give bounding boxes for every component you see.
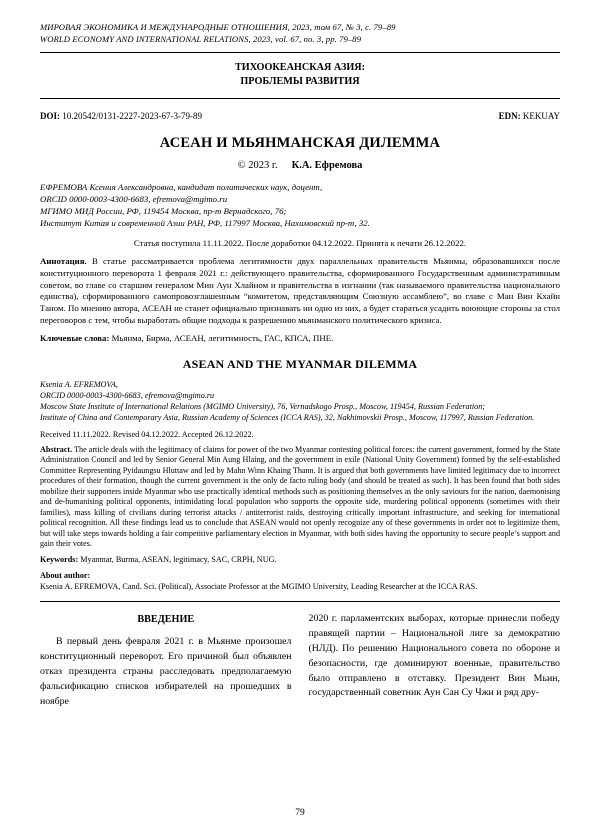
keywords-ru bbox=[40, 333, 560, 343]
abstract-ru bbox=[40, 256, 560, 326]
body-column-left bbox=[40, 612, 292, 710]
author-en-affiliation-1: Moscow State Institute of International Relations (MGIMO University), 76, Vernadskogo Prosp., Moscow, 119454, Russian Federation; bbox=[40, 402, 486, 412]
body-paragraph-right: 2020 г. парламентских выборах, которые принесли победу правящей партии – Национальной лиге за демократию (НЛД). По решению Национального совета по обороне и безопасности, где доминируют военные, правительство было отправлено в отставку. Президент Вин Мьин, государственный советник Аун Сан Су Чжи и ряд дру- bbox=[308, 613, 560, 699]
abstract-en bbox=[40, 445, 560, 550]
article-title-ru: АСЕАН И МЬЯНМАНСКАЯ ДИЛЕММА bbox=[159, 134, 441, 151]
edn-label: EDN: bbox=[498, 110, 521, 121]
article-body-columns bbox=[40, 612, 560, 710]
about-author bbox=[40, 571, 560, 592]
author-ru-affiliation-2: Институт Китая и современной Азии РАН, РФ, 117997 Москва, Нахимовский пр-т, 32. bbox=[40, 218, 370, 229]
author-en-orcid: ORCID 0000-0003-4300-6683, efremova@mgimo.ru bbox=[40, 391, 215, 401]
body-paragraph-left: В первый день февраля 2021 г. в Мьянме произошел конституционный переворот. Его причиной был объявлен отказ президента страны расследовать предполагаемую фальсификацию списков избирателей на прошедших в ноябре bbox=[40, 636, 292, 707]
author-en-affiliation-2: Institute of China and Contemporary Asia, Russian Academy of Sciences (ICCA RAS), 32, Nakhimovskii Prosp., Moscow, 117997, Russian Federation. bbox=[40, 412, 535, 422]
edn-line bbox=[499, 111, 560, 121]
keywords-en-text: Myanmar, Burma, ASEAN, legitimacy, SAC, CRPH, NUG. bbox=[80, 554, 277, 564]
body-divider bbox=[40, 601, 560, 602]
keywords-ru-text: Мьянма, Бирма, АСЕАН, легитимность, ГАС, КПСА, ПНЕ. bbox=[111, 333, 334, 344]
abstract-en-text: The article deals with the legitimacy of claims for power of the two Myanmar contesting political forces: the current government, formed by the State Administration Council and led by Senior General Min Aung Hlaing, and the government in exile (National Unity Government) formed by the self-established Committee Representing Pyidaungsu Hluttaw and led by Mahn Winn Khaing Thann. It is argued that both governments have limited legitimacy due to incorrect procedures of their formation, though the current government is the only de facto ruling body (and should be treated as such). It has been found that both sides mobilize their supporters inside Myanmar who use practically identical methods such as positioning themselves as the only saviours for the nation, daemonising and de-humanising political opponents, intimidating local population who supports the opposite side, murdering political opponents (sometimes with their families), mass killing of civilians during terrorist attacks / antiterrorist raids, destroying critically important infrastructure, and seeking for international political recognition. All these findings lead us to conclude that ASEAN would not openly recognize any of these governments in order not to legitimize them, but will take steps towards holding a fair competitive parliamentary election in Myanmar, with both sides having the opportunity to secure people’s support and gain their votes. bbox=[40, 444, 560, 549]
keywords-ru-label: Ключевые слова: bbox=[40, 333, 110, 344]
copyright-year: © 2023 г. bbox=[237, 159, 278, 171]
received-line-en: Received 11.11.2022. Revised 04.12.2022. Accepted 26.12.2022. bbox=[40, 429, 254, 439]
header-divider bbox=[40, 52, 560, 53]
received-line-ru: Статья поступила 11.11.2022. После доработки 04.12.2022. Принята к печати 26.12.2022. bbox=[133, 238, 467, 249]
abstract-en-label: Abstract. bbox=[40, 444, 73, 454]
keywords-en bbox=[40, 555, 560, 564]
section-banner-line2: ПРОБЛЕМЫ РАЗВИТИЯ bbox=[240, 76, 360, 88]
doi-line bbox=[40, 111, 202, 121]
keywords-en-label: Keywords: bbox=[40, 554, 79, 564]
author-block-en bbox=[40, 380, 560, 423]
edn-value: KEKUAY bbox=[522, 110, 560, 121]
abstract-ru-text: В статье рассматривается проблема легитимности двух параллельных правительств Мьянмы, образовавшихся после конституционного переворота 1 февраля 2021 г.: действующего правительства, сформированного Государственным административным советом, во главе со старшим генералом Мин Аун Хлайном и правительства в изгнании (так называемого правительства национального единства), сформированного самопровозглашенным “комитетом, представляющим Союзную ассамблею”, во главе с Ман Вин Кхайн Таном. По мнению автора, АСЕАН не станет официально признавать ни одно из них, а будет стараться усадить воюющие стороны за стол переговоров с тем, чтобы выработать общие подходы к разрешению мьянманского политического кризиса. bbox=[40, 256, 561, 325]
author-ru-line: ЕФРЕМОВА Ксения Александровна, кандидат политических наук, доцент, bbox=[40, 181, 323, 192]
section-banner-line1: ТИХООКЕАНСКАЯ АЗИЯ: bbox=[234, 62, 366, 74]
page-number: 79 bbox=[295, 808, 305, 818]
doi-label: DOI: bbox=[40, 110, 60, 121]
journal-header-ru: МИРОВАЯ ЭКОНОМИКА И МЕЖДУНАРОДНЫЕ ОТНОШЕНИЯ, 2023, том 67, № 3, с. 79–89 bbox=[40, 22, 396, 32]
about-author-label-text: About author: bbox=[40, 570, 91, 580]
intro-heading: ВВЕДЕНИЕ bbox=[137, 614, 195, 626]
about-author-text: Ksenia A. EFREMOVA, Cand. Sci. (Political), Associate Professor at the MGIMO University, Leading Researcher at the ICCA RAS. bbox=[40, 581, 478, 591]
author-ru-affiliation-1: МГИМО МИД России, РФ, 119454 Москва, пр-т Вернадского, 76; bbox=[40, 206, 287, 216]
banner-divider bbox=[40, 98, 560, 99]
doi-value: 10.20542/0131-2227-2023-67-3-79-89 bbox=[62, 110, 202, 121]
author-en-name: Ksenia A. EFREMOVA, bbox=[40, 380, 118, 390]
doi-edn-row bbox=[40, 111, 560, 121]
journal-header-en: WORLD ECONOMY AND INTERNATIONAL RELATIONS, 2023, vol. 67, no. 3, pp. 79–89 bbox=[40, 33, 362, 44]
copyright-line bbox=[40, 160, 560, 171]
author-ru-orcid: ORCID 0000-0003-4300-6683, efremova@mgimo.ru bbox=[40, 193, 228, 204]
section-banner bbox=[40, 61, 560, 90]
author-name-ru: К.А. Ефремова bbox=[291, 159, 363, 171]
author-block-ru bbox=[40, 181, 560, 230]
about-author-label bbox=[40, 571, 560, 582]
body-column-right bbox=[309, 612, 561, 710]
article-title-en: ASEAN AND THE MYANMAR DILEMMA bbox=[182, 357, 418, 372]
abstract-ru-label: Аннотация. bbox=[40, 256, 87, 267]
